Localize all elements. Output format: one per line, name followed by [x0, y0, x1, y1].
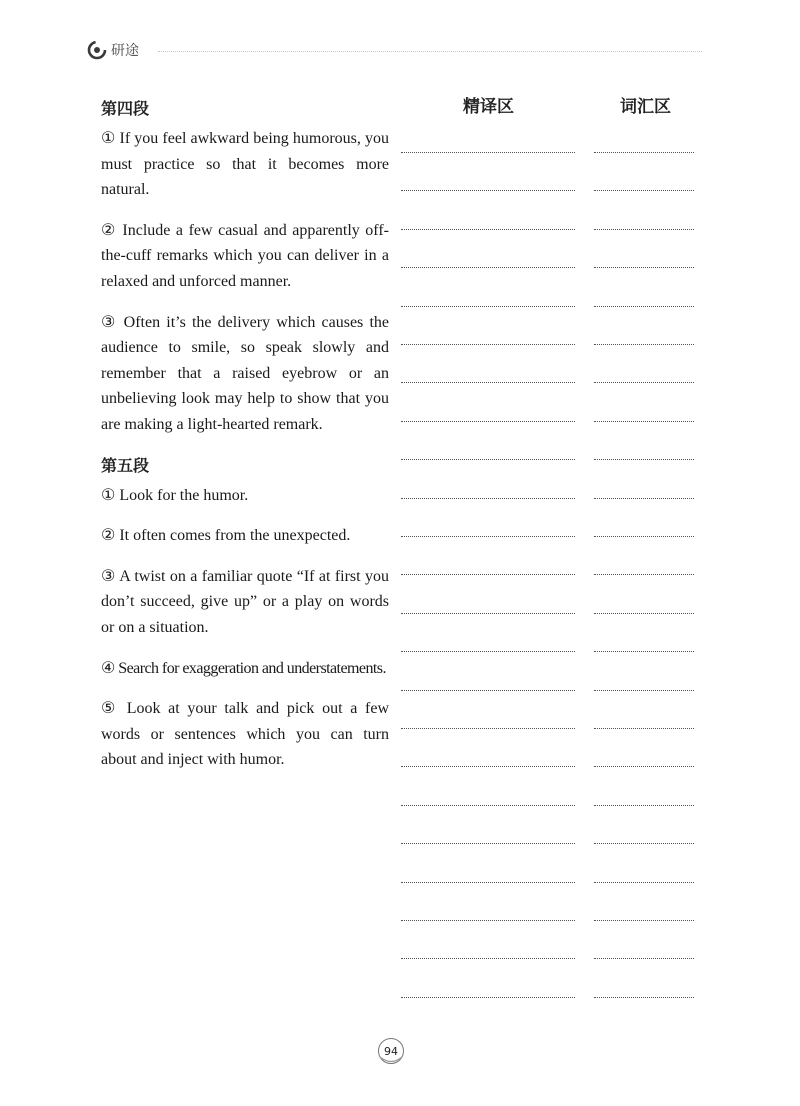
- vocabulary-answer-line: [594, 997, 694, 998]
- translation-answer-line: [401, 613, 575, 614]
- vocabulary-answer-line: [594, 344, 694, 345]
- translation-answer-line: [401, 382, 575, 383]
- translation-column-header: 精译区: [463, 97, 514, 117]
- vocabulary-answer-line: [594, 498, 694, 499]
- section-title: 第五段: [101, 455, 150, 475]
- vocabulary-answer-line: [594, 382, 694, 383]
- vocabulary-answer-line: [594, 690, 694, 691]
- translation-answer-line: [401, 766, 575, 767]
- paragraph: ③ Often it’s the delivery which causes the audience to smile, so speak slowly and remember that a raised eyebrow or an unbelieving look may help to show that you are making a light-hearted remark.: [101, 313, 389, 433]
- translation-answer-line: [401, 498, 575, 499]
- translation-answer-line: [401, 690, 575, 691]
- vocabulary-answer-line: [594, 306, 694, 307]
- vocabulary-answer-line: [594, 766, 694, 767]
- vocabulary-answer-line: [594, 152, 694, 153]
- paragraph: ⑤ Look at your talk and pick out a few words or sentences which you can turn about and inject with humor.: [101, 700, 389, 769]
- translation-answer-line: [401, 651, 575, 652]
- translation-answer-line: [401, 421, 575, 422]
- translation-answer-line: [401, 920, 575, 921]
- translation-answer-line: [401, 190, 575, 191]
- translation-answer-line: [401, 459, 575, 460]
- vocabulary-answer-line: [594, 613, 694, 614]
- vocabulary-answer-line: [594, 920, 694, 921]
- header-divider: [158, 51, 702, 52]
- paragraph: ③ A twist on a familiar quote “If at first you don’t succeed, give up” or a play on words or on a situation.: [101, 567, 389, 636]
- translation-answer-line: [401, 229, 575, 230]
- vocabulary-answer-line: [594, 459, 694, 460]
- vocabulary-answer-line: [594, 229, 694, 230]
- paragraph: ① Look for the humor.: [101, 486, 249, 504]
- vocabulary-column-header: 词汇区: [620, 97, 671, 117]
- header-logo: [87, 40, 139, 60]
- vocabulary-answer-line: [594, 190, 694, 191]
- translation-answer-line: [401, 882, 575, 883]
- vocabulary-answer-line: [594, 421, 694, 422]
- swirl-logo-icon: [87, 40, 107, 60]
- vocabulary-answer-line: [594, 958, 694, 959]
- translation-answer-line: [401, 958, 575, 959]
- translation-answer-line: [401, 344, 575, 345]
- translation-answer-line: [401, 728, 575, 729]
- vocabulary-answer-line: [594, 843, 694, 844]
- translation-answer-line: [401, 536, 575, 537]
- vocabulary-answer-line: [594, 267, 694, 268]
- vocabulary-answer-line: [594, 651, 694, 652]
- paragraph: ① If you feel awkward being humorous, you must practice so that it becomes more natural.: [101, 130, 389, 199]
- paragraph: ④ Search for exaggeration and understatements.: [101, 659, 386, 677]
- vocabulary-answer-line: [594, 805, 694, 806]
- brand-name: 研途: [111, 43, 139, 59]
- section-title: 第四段: [101, 99, 150, 118]
- vocabulary-answer-line: [594, 574, 694, 575]
- paragraph: ② It often comes from the unexpected.: [101, 527, 351, 545]
- page-number-badge: [376, 1036, 406, 1066]
- vocabulary-answer-line: [594, 728, 694, 729]
- translation-answer-line: [401, 843, 575, 844]
- translation-answer-line: [401, 997, 575, 998]
- translation-answer-line: [401, 152, 575, 153]
- paragraph: ② Include a few casual and apparently off-the-cuff remarks which you can deliver in a relaxed and unforced manner.: [101, 221, 389, 290]
- vocabulary-answer-line: [594, 536, 694, 537]
- passage-text: [101, 96, 389, 788]
- translation-answer-line: [401, 306, 575, 307]
- translation-answer-line: [401, 805, 575, 806]
- vocabulary-answer-line: [594, 882, 694, 883]
- translation-answer-line: [401, 267, 575, 268]
- translation-answer-line: [401, 574, 575, 575]
- page-number: 94: [384, 1044, 398, 1058]
